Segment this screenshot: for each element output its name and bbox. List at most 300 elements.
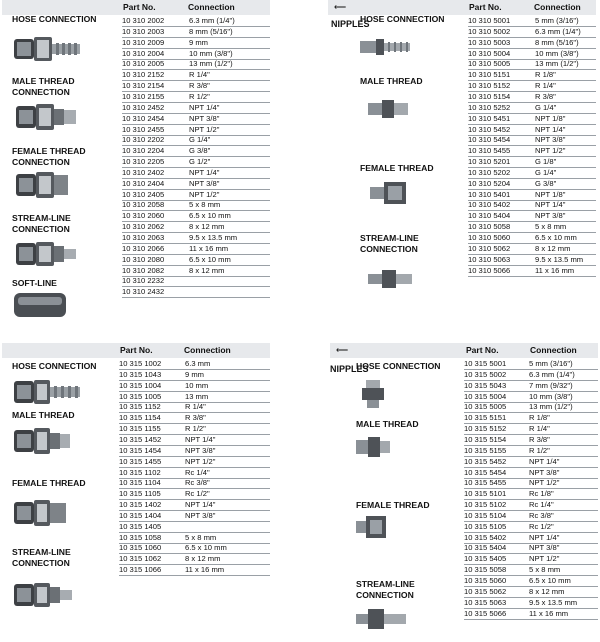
connection-size: R 1/8" xyxy=(535,70,556,80)
table-row xyxy=(122,190,270,201)
section-title-line: FEMALE THREAD xyxy=(12,478,86,488)
connection-size: 5 x 8 mm xyxy=(185,532,217,542)
panel-top-right xyxy=(328,0,596,318)
table-header xyxy=(330,343,598,358)
table-row xyxy=(468,244,596,255)
connection-size: NPT 3/8" xyxy=(535,135,566,145)
connection-size: 10 mm (3/8") xyxy=(529,391,573,401)
connection-size: 9.5 x 13.5 mm xyxy=(529,597,578,607)
table-row xyxy=(119,478,270,489)
table-row xyxy=(122,114,270,125)
male-thread-nipple-image xyxy=(368,98,408,120)
table-row xyxy=(122,276,270,287)
section-title xyxy=(356,500,456,511)
part-number: 10 310 5401 xyxy=(468,189,511,199)
connection-size: 11 x 16 mm xyxy=(185,565,225,575)
table-row xyxy=(468,255,596,266)
connection-size: R 1/4" xyxy=(189,70,210,80)
part-number: 10 310 2004 xyxy=(122,48,165,58)
connection-size: R 3/8" xyxy=(535,91,556,101)
section-title-line: HOSE CONNECTION xyxy=(12,14,97,24)
table-row xyxy=(468,103,596,114)
part-number: 10 310 5252 xyxy=(468,102,511,112)
part-number: 10 310 5404 xyxy=(468,211,511,221)
connection-size: NPT 1/4" xyxy=(529,532,560,542)
stream-line-coupler-image xyxy=(16,240,76,268)
table-row xyxy=(122,233,270,244)
part-number: 10 315 1060 xyxy=(119,543,162,553)
part-number: 10 310 2232 xyxy=(122,276,165,286)
section-title-line: FEMALE THREAD xyxy=(12,146,86,156)
table-row xyxy=(119,500,270,511)
part-number: 10 310 2204 xyxy=(122,146,165,156)
connection-size: Rc 1/4" xyxy=(185,467,210,477)
connection-size: 8 x 12 mm xyxy=(535,243,571,253)
header-connection: Connection xyxy=(184,345,231,355)
part-number: 10 310 2060 xyxy=(122,211,165,221)
connection-size: 6.5 x 10 mm xyxy=(529,576,571,585)
part-number: 10 315 5043 xyxy=(464,380,507,390)
table-row xyxy=(122,27,270,38)
female-thread-coupler-image xyxy=(16,170,68,200)
connection-size: R 1/2" xyxy=(189,91,210,101)
nipples-label: NIPPLES xyxy=(330,364,369,374)
table-row xyxy=(464,392,598,403)
part-number: 10 310 2454 xyxy=(122,113,165,123)
section-title-line: MALE THREAD xyxy=(12,76,75,86)
soft-line-coupler-image xyxy=(14,290,66,320)
table-row xyxy=(122,125,270,136)
section-title xyxy=(356,361,456,372)
part-number: 10 315 1402 xyxy=(119,500,162,510)
part-number: 10 310 5455 xyxy=(468,146,511,156)
part-number: 10 310 5058 xyxy=(468,222,511,232)
section-title-line: HOSE CONNECTION xyxy=(360,14,445,24)
part-number: 10 310 2058 xyxy=(122,200,165,210)
connection-size: NPT 3/8" xyxy=(185,445,216,455)
table-row xyxy=(119,511,270,522)
part-number: 10 310 5152 xyxy=(468,81,511,91)
connection-size: 5 mm (3/16") xyxy=(529,359,573,368)
part-number: 10 310 5151 xyxy=(468,70,511,80)
table-row xyxy=(464,381,598,392)
table-row xyxy=(468,59,596,70)
table-row xyxy=(468,211,596,222)
table-row xyxy=(468,157,596,168)
part-number: 10 310 5402 xyxy=(468,200,511,210)
table-row xyxy=(464,554,598,565)
connection-size: 6.5 x 10 mm xyxy=(189,211,231,221)
part-number: 10 315 5454 xyxy=(464,467,507,477)
connection-size: Rc 1/2" xyxy=(529,521,554,531)
connection-size: 8 x 12 mm xyxy=(185,554,221,564)
connection-size: Rc 3/8" xyxy=(529,510,554,520)
connection-size: 11 x 16 mm xyxy=(529,608,569,618)
table-row xyxy=(119,370,270,381)
table-row xyxy=(468,16,596,27)
part-number: 10 315 1104 xyxy=(119,478,161,488)
section-title xyxy=(360,233,460,254)
part-number: 10 315 1155 xyxy=(119,424,161,434)
part-number: 10 315 1004 xyxy=(119,380,162,390)
table-row xyxy=(122,103,270,114)
connection-size: 8 x 12 mm xyxy=(189,222,225,232)
part-number: 10 315 5101 xyxy=(464,489,507,499)
table-row xyxy=(122,200,270,211)
table-row xyxy=(468,114,596,125)
section-title-line: STREAM-LINE xyxy=(356,579,415,589)
connection-size: G 1/4" xyxy=(535,167,557,177)
connection-size: 6.3 mm (1/4") xyxy=(535,26,581,36)
connection-size: 6.3 mm xyxy=(185,359,211,368)
connection-size: 5 x 8 mm xyxy=(189,200,221,210)
part-number: 10 310 2063 xyxy=(122,233,165,242)
header-connection: Connection xyxy=(530,345,577,355)
part-number: 10 310 2432 xyxy=(122,287,165,297)
hose-coupler-image xyxy=(14,34,80,64)
table-row xyxy=(119,381,270,392)
connection-size: NPT 1/2" xyxy=(189,124,220,134)
connection-size: 6.5 x 10 mm xyxy=(185,543,227,553)
connection-size: 5 mm (3/16") xyxy=(535,16,579,25)
section-title xyxy=(356,419,456,430)
table-row xyxy=(119,543,270,554)
part-number: 10 310 5452 xyxy=(468,124,511,134)
part-number: 10 310 5451 xyxy=(468,113,511,123)
part-number: 10 315 5152 xyxy=(464,424,507,434)
table-row xyxy=(122,168,270,179)
part-number: 10 315 1405 xyxy=(119,521,162,531)
connection-size: NPT 1/4" xyxy=(189,167,220,177)
connection-size: 10 mm (3/8") xyxy=(189,48,233,58)
table-row xyxy=(468,92,596,103)
connection-size: Rc 1/2" xyxy=(185,489,210,499)
part-number: 10 315 5104 xyxy=(464,510,507,520)
table-row xyxy=(119,522,270,533)
table-row xyxy=(464,370,598,381)
connection-size: R 3/8" xyxy=(189,81,210,91)
table-row xyxy=(122,287,270,298)
part-number: 10 315 1062 xyxy=(119,554,162,564)
table-row xyxy=(122,255,270,266)
connection-size: NPT 1/2" xyxy=(529,554,560,564)
connection-size: Rc 1/4" xyxy=(529,500,554,510)
section-title xyxy=(12,478,112,489)
table-row xyxy=(122,222,270,233)
part-number: 10 310 5002 xyxy=(468,26,511,36)
connection-size: 8 x 12 mm xyxy=(529,586,565,596)
part-number: 10 310 5201 xyxy=(468,157,511,167)
section-title-line: HOSE CONNECTION xyxy=(12,361,97,371)
connection-size: NPT 3/8" xyxy=(189,178,220,188)
section-title xyxy=(360,163,460,174)
panel-top-left xyxy=(2,0,270,318)
part-number: 10 310 2402 xyxy=(122,167,165,177)
section-title-line: CONNECTION xyxy=(12,86,70,97)
part-number: 10 310 2002 xyxy=(122,16,165,25)
table-row xyxy=(464,468,598,479)
connection-size: NPT 3/8" xyxy=(535,211,566,221)
table-row xyxy=(122,146,270,157)
table-row xyxy=(468,190,596,201)
part-number: 10 315 5002 xyxy=(464,369,507,379)
connection-size: NPT 1/4" xyxy=(529,456,560,466)
section-title-line: FEMALE THREAD xyxy=(360,163,434,173)
stream-line-nipple-image xyxy=(368,268,412,290)
table-row xyxy=(468,27,596,38)
table-row xyxy=(122,92,270,103)
part-number: 10 310 2152 xyxy=(122,70,165,80)
table-row xyxy=(468,49,596,60)
part-number: 10 310 2452 xyxy=(122,102,165,112)
section-title xyxy=(356,579,456,600)
table-header xyxy=(2,0,270,15)
table-header xyxy=(2,343,270,358)
table-row xyxy=(464,359,598,370)
table-row xyxy=(122,244,270,255)
connection-size: NPT 3/8" xyxy=(529,543,560,553)
connection-size: NPT 1/4" xyxy=(185,434,216,444)
section-title xyxy=(12,14,112,25)
stream-line-coupler-image xyxy=(14,581,72,609)
part-number: 10 310 5066 xyxy=(468,265,511,275)
part-number: 10 315 5004 xyxy=(464,391,507,401)
table-row xyxy=(468,179,596,190)
connection-size: G 1/8" xyxy=(535,157,557,167)
header-part-no: Part No. xyxy=(123,2,156,12)
connection-size: Rc 1/8" xyxy=(529,489,554,499)
part-number: 10 315 1066 xyxy=(119,565,162,575)
header-part-no: Part No. xyxy=(120,345,153,355)
section-title-line: STREAM-LINE xyxy=(360,233,419,243)
table-row xyxy=(464,565,598,576)
table-row xyxy=(468,200,596,211)
section-title-line: CONNECTION xyxy=(12,223,70,234)
connection-size: 13 mm (1/2") xyxy=(189,59,233,69)
connection-size: NPT 1/4" xyxy=(185,500,216,510)
part-number: 10 310 5001 xyxy=(468,16,511,25)
table-row xyxy=(464,424,598,435)
section-title-line: MALE THREAD xyxy=(356,419,419,429)
table-row xyxy=(464,533,598,544)
table-row xyxy=(468,38,596,49)
table-row xyxy=(464,587,598,598)
table-row xyxy=(119,565,270,576)
section-title-line: STREAM-LINE xyxy=(12,547,71,557)
section-title xyxy=(12,146,112,167)
connection-size: R 1/2" xyxy=(185,424,206,434)
part-number: 10 310 2205 xyxy=(122,157,165,167)
table-row xyxy=(119,413,270,424)
table-row xyxy=(122,49,270,60)
part-number: 10 310 5062 xyxy=(468,243,511,253)
part-number: 10 315 1058 xyxy=(119,532,162,542)
connection-size: 9.5 x 13.5 mm xyxy=(535,254,584,264)
connection-size: NPT 1/2" xyxy=(189,189,220,199)
part-number: 10 310 5005 xyxy=(468,59,511,69)
table-row xyxy=(119,424,270,435)
hose-coupler-image xyxy=(14,378,80,406)
section-title xyxy=(12,76,112,97)
table-row xyxy=(464,402,598,413)
table-row xyxy=(468,81,596,92)
connection-size: 10 mm xyxy=(185,380,209,390)
connection-size: 5 x 8 mm xyxy=(529,565,561,575)
table-row xyxy=(119,435,270,446)
header-part-no: Part No. xyxy=(466,345,499,355)
table-row xyxy=(119,489,270,500)
part-number: 10 315 1002 xyxy=(119,359,162,368)
connection-size: Rc 3/8" xyxy=(185,478,210,488)
male-thread-coupler-image xyxy=(16,102,76,132)
part-number: 10 315 5060 xyxy=(464,576,507,585)
section-title-line: MALE THREAD xyxy=(360,76,423,86)
connection-size: 6.3 mm (1/4") xyxy=(529,369,575,379)
connection-size: NPT 3/8" xyxy=(185,510,216,520)
table-row xyxy=(464,598,598,609)
table-header xyxy=(328,0,596,15)
section-title xyxy=(12,361,112,372)
table-row xyxy=(119,446,270,457)
part-number: 10 315 5151 xyxy=(464,413,507,423)
stream-line-nipple-image xyxy=(356,607,406,631)
connection-size: 6.5 x 10 mm xyxy=(535,233,577,242)
connection-size: G 3/8" xyxy=(535,178,557,188)
connection-size: 8 x 12 mm xyxy=(189,265,225,275)
table-row xyxy=(464,511,598,522)
table-row xyxy=(122,38,270,49)
table-row xyxy=(464,413,598,424)
female-thread-nipple-image xyxy=(356,515,386,539)
connection-size: NPT 3/8" xyxy=(189,113,220,123)
part-number: 10 315 5001 xyxy=(464,359,507,368)
table-row xyxy=(119,457,270,468)
part-number: 10 315 1452 xyxy=(119,434,162,444)
table-row xyxy=(122,16,270,27)
table-row xyxy=(468,135,596,146)
part-number: 10 315 1043 xyxy=(119,369,162,379)
connection-size: R 1/2" xyxy=(529,445,550,455)
part-number: 10 310 5204 xyxy=(468,178,511,188)
part-number: 10 310 2154 xyxy=(122,81,165,91)
table-row xyxy=(122,179,270,190)
male-thread-coupler-image xyxy=(14,426,70,456)
connection-size: G 1/2" xyxy=(189,157,211,167)
section-title xyxy=(360,76,460,87)
part-number: 10 315 5452 xyxy=(464,456,507,466)
part-number: 10 310 5003 xyxy=(468,37,511,47)
female-thread-nipple-image xyxy=(370,180,406,206)
table-row xyxy=(122,70,270,81)
male-thread-nipple-image xyxy=(356,435,390,459)
panel-bottom-left xyxy=(2,343,270,641)
connection-size: 5 x 8 mm xyxy=(535,222,567,232)
part-number: 10 310 5004 xyxy=(468,48,511,58)
table-row xyxy=(464,522,598,533)
table-row xyxy=(468,125,596,136)
part-number: 10 315 1154 xyxy=(119,413,161,423)
section-title-line: CONNECTION xyxy=(356,589,414,600)
table-row xyxy=(122,211,270,222)
part-number: 10 315 5154 xyxy=(464,434,507,444)
table-row xyxy=(122,135,270,146)
connection-size: 9.5 x 13.5 mm xyxy=(189,233,238,242)
table-row xyxy=(464,489,598,500)
table-row xyxy=(464,500,598,511)
table-row xyxy=(464,478,598,489)
connection-size: NPT 1/4" xyxy=(535,124,566,134)
part-number: 10 315 5405 xyxy=(464,554,507,564)
part-number: 10 315 5402 xyxy=(464,532,507,542)
part-number: 10 315 1454 xyxy=(119,445,162,455)
part-number: 10 315 5062 xyxy=(464,586,507,596)
part-number: 10 310 5154 xyxy=(468,91,511,101)
part-number: 10 315 1455 xyxy=(119,456,162,466)
table-row xyxy=(119,402,270,413)
part-number: 10 315 5066 xyxy=(464,608,507,618)
section-title-line: FEMALE THREAD xyxy=(356,500,430,510)
table-row xyxy=(468,222,596,233)
connection-size: R 1/4" xyxy=(529,424,550,434)
section-title-line: SOFT-LINE xyxy=(12,278,57,288)
connection-size: NPT 1/2" xyxy=(185,456,216,466)
table-row xyxy=(464,435,598,446)
left-arrow-icon: ⟵ xyxy=(336,345,349,355)
part-number: 10 310 2005 xyxy=(122,59,165,69)
part-number: 10 315 1105 xyxy=(119,489,161,499)
table-row xyxy=(119,392,270,403)
connection-size: NPT 1/8" xyxy=(535,189,566,199)
connection-size: NPT 1/2" xyxy=(529,478,560,488)
part-number: 10 315 5105 xyxy=(464,521,507,531)
part-number: 10 310 2082 xyxy=(122,265,165,275)
table-row xyxy=(464,446,598,457)
table-row xyxy=(122,157,270,168)
part-number: 10 310 2003 xyxy=(122,26,165,36)
connection-size: NPT 1/2" xyxy=(535,146,566,156)
part-number: 10 310 5060 xyxy=(468,233,511,242)
part-number: 10 310 2062 xyxy=(122,222,165,232)
table-row xyxy=(464,457,598,468)
table-row xyxy=(468,266,596,277)
part-number: 10 310 2202 xyxy=(122,135,165,145)
left-arrow-icon: ⟵ xyxy=(334,2,347,12)
table-row xyxy=(122,81,270,92)
section-title xyxy=(12,547,112,568)
connection-size: R 1/8" xyxy=(529,413,550,423)
header-part-no: Part No. xyxy=(469,2,502,12)
table-row xyxy=(464,543,598,554)
connection-size: G 3/8" xyxy=(189,146,211,156)
table-row xyxy=(468,233,596,244)
connection-size: 13 mm (1/2") xyxy=(529,402,573,412)
part-number: 10 315 5005 xyxy=(464,402,507,412)
section-title xyxy=(12,410,112,421)
connection-size: 8 mm (5/16") xyxy=(535,37,579,47)
section-title xyxy=(360,14,460,25)
panel-bottom-right xyxy=(330,343,598,641)
part-number: 10 310 2155 xyxy=(122,91,165,101)
female-thread-coupler-image xyxy=(14,498,66,528)
section-title-line: CONNECTION xyxy=(12,156,70,167)
part-number: 10 310 2066 xyxy=(122,243,165,253)
connection-size: 10 mm (3/8") xyxy=(535,48,579,58)
section-title xyxy=(12,278,112,289)
part-number: 10 315 5058 xyxy=(464,565,507,575)
table-row xyxy=(119,468,270,479)
connection-size: R 1/4" xyxy=(535,81,556,91)
table-row xyxy=(119,359,270,370)
